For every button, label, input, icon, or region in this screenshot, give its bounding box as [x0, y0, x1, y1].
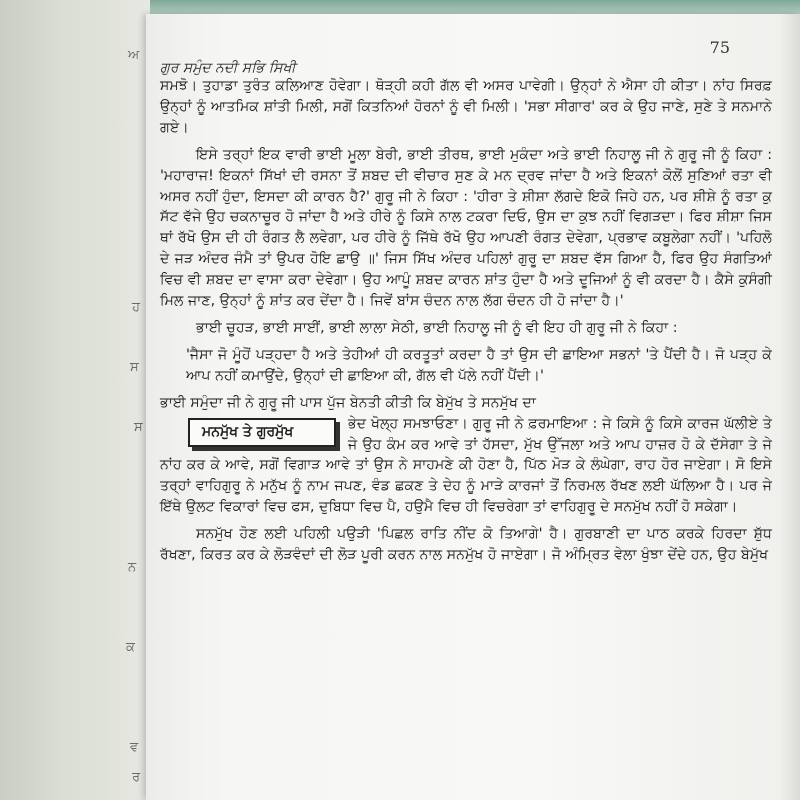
paragraph: ਇਸੇ ਤਰ੍ਹਾਂ ਇਕ ਵਾਰੀ ਭਾਈ ਮੂਲਾ ਬੇਰੀ, ਭਾਈ ਤੀਰਥ, ਭਾਈ ਮੁਕੰਦਾ ਅਤੇ ਭਾਈ ਨਿਹਾਲੂ ਜੀ ਨੇ ਗੁਰੂ ਜੀ ਨੂੰ ਕਿਹਾ : 'ਮਹਾਰਾਜ! ਇਕਨਾਂ ਸਿੱਖਾਂ ਦੀ ਰਸਨਾ ਤੋਂ ਸ਼ਬਦ ਦੀ ਵੀਚਾਰ ਸੁਣ ਕੇ ਮਨ ਦ੍ਰਵ ਜਾਂਦਾ ਹੈ ਅਤੇ ਇਕਨਾਂ ਕੋਲੋਂ ਸੁਣਿਆਂ ਰਤਾ ਵੀ ਅਸਰ ਨਹੀਂ ਹੁੰਦਾ, ਇਸਦਾ ਕੀ ਕਾਰਨ ਹੈ?' ਗੁਰੂ ਜੀ ਨੇ ਕਿਹਾ : 'ਹੀਰਾ ਤੇ ਸ਼ੀਸ਼ਾ ਲੱਗਦੇ ਇਕੋ ਜਿਹੇ ਹਨ, ਪਰ ਸ਼ੀਸ਼ੇ ਨੂੰ ਰਤਾ ਕੁ ਸੱਟ ਵੱਜੇ ਉਹ ਚਕਨਾਚੂਰ ਹੋ ਜਾਂਦਾ ਹੈ ਅਤੇ ਹੀਰੇ ਨੂੰ ਕਿਸੇ ਨਾਲ ਟਕਰਾ ਦਿਓ, ਉਸ ਦਾ ਕੁਝ ਨਹੀਂ ਵਿਗੜਦਾ। ਫਿਰ ਸ਼ੀਸ਼ਾ ਜਿਸ ਥਾਂ ਰੱਖੋ ਉਸ ਦੀ ਹੀ ਰੰਗਤ ਲੈ ਲਵੇਗਾ, ਪਰ ਹੀਰੇ ਨੂੰ ਜਿੱਥੇ ਰੱਖੋ ਉਹ ਆਪਣੀ ਰੰਗਤ ਦੇਵੇਗਾ, ਪ੍ਰਭਾਵ ਕਬੂਲੇਗਾ ਨਹੀਂ। 'ਪਹਿਲੋ ਦੇ ਜੜ ਅੰਦਰ ਜੰਮੈ ਤਾਂ ਉਪਰ ਹੋਇ ਛਾਉ ॥' ਜਿਸ ਸਿੱਖ ਅੰਦਰ ਪਹਿਲਾਂ ਗੁਰੂ ਦਾ ਸ਼ਬਦ ਵੱਸ ਗਿਆ ਹੈ, ਫਿਰ ਉਹ ਸੰਗਤਿਆਂ ਵਿਚ ਵੀ ਸ਼ਬਦ ਦਾ ਵਾਸਾ ਕਰਾ ਦੇਵੇਗਾ। ਉਹ ਆਪੂੰ ਸ਼ਬਦ ਕਾਰਨ ਸ਼ਾਂਤ ਹੁੰਦਾ ਹੈ ਅਤੇ ਦੂਜਿਆਂ ਨੂੰ ਵੀ ਕਰਦਾ ਹੈ। ਕੈਸੇ ਕੁਸੰਗੀ ਮਿਲ ਜਾਣ, ਉਨ੍ਹਾਂ ਨੂੰ ਸ਼ਾਂਤ ਕਰ ਦੇਂਦਾ ਹੈ। ਜਿਵੇਂ ਬਾਂਸ ਚੰਦਨ ਨਾਲ ਲੱਗ ਚੰਦਨ ਹੀ ਹੋ ਜਾਂਦਾ ਹੈ।': [160, 146, 772, 310]
book-page: [146, 14, 800, 800]
facing-page-fragment: ਸ: [130, 360, 139, 375]
facing-page-fragment: ਅ: [128, 48, 140, 63]
paragraph: ਸਨਮੁੱਖ ਹੋਣ ਲਈ ਪਹਿਲੀ ਪਉੜੀ 'ਪਿਛਲ ਰਾਤਿ ਨੀਂਦ ਕੋ ਤਿਆਗੇ' ਹੈ। ਗੁਰਬਾਣੀ ਦਾ ਪਾਠ ਕਰਕੇ ਹਿਰਦਾ ਸ਼ੁੱਧ ਰੱਖਣਾ, ਕਿਰਤ ਕਰ ਕੇ ਲੋੜਵੰਦਾਂ ਦੀ ਲੋੜ ਪੂਰੀ ਕਰਨ ਨਾਲ ਸਨਮੁੱਖ ਹੋ ਜਾਏਗਾ। ਜੋ ਅੰਮ੍ਰਿਤ ਵੇਲਾ ਖੁੰਝਾ ਦੇਂਦੇ ਹਨ, ਉਹ ਬੇਮੁੱਖ: [160, 526, 772, 564]
facing-page-fragment: ਰ: [132, 770, 141, 785]
facing-page-fragment: ਨ: [128, 560, 137, 575]
section-heading: ਮਨਮੁੱਖ ਤੇ ਗੁਰਮੁੱਖ: [188, 418, 336, 447]
page-shadow: [780, 14, 800, 800]
page-number: 75: [709, 38, 730, 57]
facing-page-fragment: ਸ: [134, 420, 143, 435]
running-head: ਗੁਰ ਸਮੁੰਦ ਨਦੀ ਸਭਿ ਸਿਖੀ: [160, 60, 296, 76]
facing-page-edge: [0, 0, 150, 800]
facing-page-fragment: ਵ: [130, 740, 139, 755]
paragraph: ਭਾਈ ਚੂਹੜ, ਭਾਈ ਸਾਈਂ, ਭਾਈ ਲਾਲਾ ਸੇਠੀ, ਭਾਈ ਨਿਹਾਲੂ ਜੀ ਨੂੰ ਵੀ ਇਹ ਹੀ ਗੁਰੂ ਜੀ ਨੇ ਕਿਹਾ :: [196, 319, 678, 336]
facing-page-fragment: ਹ: [132, 300, 140, 315]
page-body: [160, 76, 772, 566]
paragraph: ਭੇਦ ਖੋਲ੍ਹ ਸਮਝਾਓਣਾ। ਗੁਰੂ ਜੀ ਨੇ ਫ਼ਰਮਾਇਆ : ਜੇ ਕਿਸੇ ਨੂੰ ਕਿਸੇ ਕਾਰਜ ਘੱਲੀਏ ਤੇ ਜੇ ਉਹ ਕੰਮ ਕਰ ਆਵੇ ਤਾਂ ਹੱਸਦਾ, ਮੁੱਖ ਉੱਜਲਾ ਅਤੇ ਆਪ ਹਾਜ਼ਰ ਹੋ ਕੇ ਦੱਸੇਗਾ ਤੇ ਜੇ ਨਾਂਹ ਕਰ ਕੇ ਆਵੇ, ਸਗੋਂ ਵਿਗਾੜ ਆਵੇ ਤਾਂ ਉਸ ਨੇ ਸਾਹਮਣੇ ਕੀ ਹੋਣਾ ਹੈ, ਪਿੱਠ ਮੋੜ ਕੇ ਲੰਘੇਗਾ, ਰਾਹ ਹੋਰ ਜਾਏਗਾ। ਸੋ ਇਸੇ ਤਰ੍ਹਾਂ ਵਾਹਿਗੁਰੂ ਨੇ ਮਨੁੱਖ ਨੂੰ ਨਾਮ ਜਪਣ, ਵੰਡ ਛਕਣ ਤੇ ਦੇਹ ਨੂੰ ਮਾੜੇ ਕਾਰਜਾਂ ਤੋਂ ਨਿਰਮਲ ਰੱਖਣ ਲਈ ਘੱਲਿਆ ਹੈ। ਪਰ ਜੇ ਇੱਥੇ ਉਲਟ ਵਿਕਾਰਾਂ ਵਿਚ ਫਸ, ਦੁਬਿਧਾ ਵਿਚ ਪੈ, ਹਉਮੈ ਵਿਚ ਹੀ ਵਿਚਰੇਗਾ ਤਾਂ ਵਾਹਿਗੁਰੂ ਦੇ ਸਨਮੁੱਖ ਨਹੀਂ ਹੋ ਸਕੇਗਾ।: [160, 415, 772, 516]
paragraph: ਭਾਈ ਸਮੁੰਦਾ ਜੀ ਨੇ ਗੁਰੂ ਜੀ ਪਾਸ ਪੁੱਜ ਬੇਨਤੀ ਕੀਤੀ ਕਿ ਬੇਮੁੱਖ ਤੇ ਸਨਮੁੱਖ ਦਾ: [160, 394, 536, 411]
quotation: 'ਜੈਸਾ ਜੋ ਮੂੰਹੋਂ ਪੜ੍ਹਦਾ ਹੈ ਅਤੇ ਤੇਹੀਆਂ ਹੀ ਕਰਤੂਤਾਂ ਕਰਦਾ ਹੈ ਤਾਂ ਉਸ ਦੀ ਛਾਇਆ ਸਭਨਾਂ 'ਤੇ ਪੈਂਦੀ ਹੈ। ਜੋ ਪੜ੍ਹ ਕੇ ਆਪ ਨਹੀਂ ਕਮਾਉਂਦੇ, ਉਨ੍ਹਾਂ ਦੀ ਛਾਇਆ ਕੀ, ਗੱਲ ਵੀ ਪੱਲੇ ਨਹੀਂ ਪੈਂਦੀ।': [186, 346, 772, 384]
facing-page-fragment: ਕ: [126, 640, 135, 655]
paragraph: ਸਮਝੋ। ਤੁਹਾਡਾ ਤੁਰੰਤ ਕਲਿਆਣ ਹੋਵੇਗਾ। ਥੋੜ੍ਹੀ ਕਹੀ ਗੱਲ ਵੀ ਅਸਰ ਪਾਵੇਗੀ। ਉਨ੍ਹਾਂ ਨੇ ਐਸਾ ਹੀ ਕੀਤਾ। ਨਾਂਹ ਸਿਰਫ਼ ਉਨ੍ਹਾਂ ਨੂੰ ਆਤਮਿਕ ਸ਼ਾਂਤੀ ਮਿਲੀ, ਸਗੋਂ ਕਿਤਨਿਆਂ ਹੋਰਨਾਂ ਨੂੰ ਵੀ ਮਿਲੀ। 'ਸਭਾ ਸੀਗਾਰ' ਕਰ ਕੇ ਉਹ ਜਾਣੇ, ਸੁਣੇ ਤੇ ਸਨਮਾਨੇ ਗਏ।: [160, 78, 772, 136]
